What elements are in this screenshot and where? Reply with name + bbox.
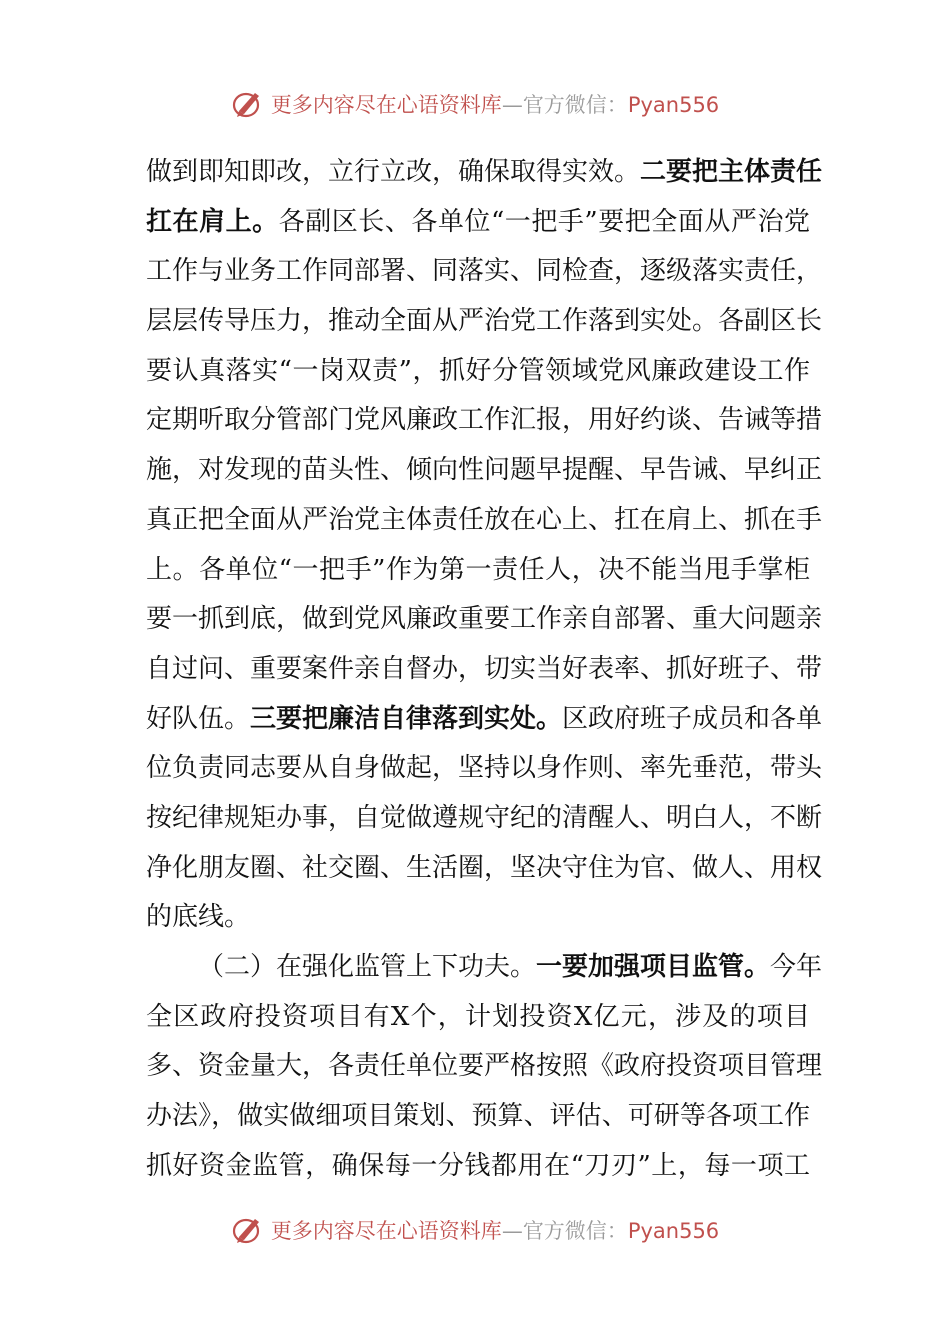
header-watermark [0,84,950,124]
text-run: 抓好资金监管，确保每一分钱都用在“刀刃”上，每一项工 [146,1150,810,1181]
watermark-text [271,1215,719,1245]
footer-watermark [0,1210,950,1250]
text-line [146,1042,823,1092]
text-run: 的底线。 [146,902,251,933]
bold-heading-text: 二要把主体责任 [640,157,823,187]
text-run: 真正把全面从严治党主体责任放在心上、扛在肩上、抓在手 [146,504,823,535]
text-run: 做到即知即改，立行立改，确保取得实效。 [146,157,641,187]
text-run: 要认真落实“一岗双责”，抓好分管领域党风廉政建设工作 [146,355,810,386]
text-line [146,347,810,397]
watermark-dash: — [501,93,523,117]
text-run: 好队伍。 [146,703,251,734]
text-run: 位负责同志要从自身做起，坚持以身作则、率先垂范，带头 [146,753,823,784]
text-line [146,744,823,794]
text-line [146,595,823,645]
bold-heading-text: 扛在肩上。 [146,206,279,237]
text-line [146,1092,810,1142]
text-run: 各副区长、各单位“一把手”要把全面从严治党 [278,206,810,237]
text-line [146,993,810,1043]
watermark-wechat-label: 官方微信： [522,1219,628,1243]
text-line [146,198,810,248]
text-line [146,943,823,993]
pen-logo-icon [231,87,265,121]
text-line [146,297,823,347]
text-line [146,844,823,894]
document-body [146,148,823,1191]
watermark-wechat-id: Pyan556 [627,1219,720,1243]
text-line [146,496,823,546]
text-run: 自过问、重要案件亲自督办，切实当好表率、抓好班子、带 [146,653,823,684]
text-line [146,396,823,446]
text-run: 要一抓到底，做到党风廉政重要工作亲自部署、重大问题亲 [146,604,823,635]
text-run: 工作与业务工作同部署、同落实、同检查，逐级落实责任， [146,256,823,287]
text-run: 区政府班子成员和各单 [562,703,823,734]
text-line [146,247,823,297]
watermark-brand: 更多内容尽在心语资料库 [270,1219,502,1243]
text-run: （二）在强化监管上下功夫。 [198,952,537,982]
text-line [146,1142,810,1192]
text-line [146,695,823,745]
text-run: 按纪律规矩办事，自觉做遵规守纪的清醒人、明白人，不断 [146,802,823,833]
text-run: 今年 [770,952,823,982]
watermark-text [271,89,719,119]
text-run: 多、资金量大，各责任单位要严格按照《政府投资项目管理 [146,1051,823,1082]
text-run: 定期听取分管部门党风廉政工作汇报，用好约谈、告诫等措 [146,405,823,436]
text-run: 全区政府投资项目有X个，计划投资X亿元，涉及的项目 [146,1001,810,1032]
text-run: 层层传导压力，推动全面从严治党工作落到实处。各副区长 [146,306,823,337]
text-run: 施，对发现的苗头性、倾向性问题早提醒、早告诫、早纠正 [146,455,823,486]
text-line [146,148,823,198]
text-line [146,794,823,844]
bold-heading-text: 一要加强项目监管。 [536,952,771,982]
text-run: 办法》，做实做细项目策划、预算、评估、可研等各项工作 [146,1101,810,1132]
text-line [146,893,810,943]
text-run: 净化朋友圈、社交圈、生活圈，坚决守住为官、做人、用权 [146,852,823,883]
watermark-wechat-id: Pyan556 [627,93,720,117]
text-run: 上。各单位“一把手”作为第一责任人，决不能当甩手掌柜 [146,554,810,585]
pen-logo-icon [231,1213,265,1247]
text-line [146,645,823,695]
watermark-brand: 更多内容尽在心语资料库 [270,93,502,117]
watermark-dash: — [501,1219,523,1243]
watermark-wechat-label: 官方微信： [522,93,628,117]
bold-heading-text: 三要把廉洁自律落到实处。 [250,703,563,734]
text-line [146,546,810,596]
text-line [146,446,823,496]
